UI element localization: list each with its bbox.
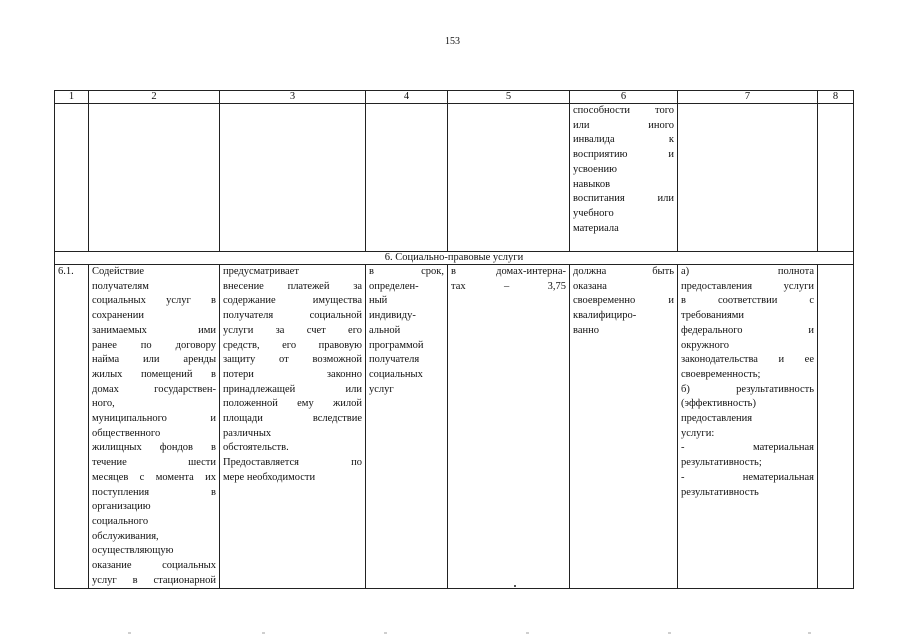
service-description-end: мере необходимости [223,471,316,483]
cont-cell-6-text: способности того или иного инвалида к восприятию и усвоению навыков воспитания или учебного материала [570,104,678,252]
row-number: 6.1. [55,265,89,589]
service-name: Содействие получателям социальных услуг в сохранении занимаемых ими ранее по договору найма или аренды жилых помещений в домах государствен- ного, муниципального и общественного жилищных фондов в течение шести месяцев с момента их поступления в организацию социального обслуживания, осуществляющую оказание социальных услуг в стационарной [92,266,216,586]
scan-mark [668,632,671,634]
service-conditions-cell [570,265,678,589]
section-title: 6. Социально-правовые услуги [55,252,854,265]
quality-indicators: а) полнота предоставления услуги в соответствии с требованиями федерального и окружного законодательства и ее своевременность; б) результативность (эффективность) предоставления услуги: - материальная результативность; - нематериальная результативность [681,266,814,498]
column-header-2: 2 [89,91,220,104]
cont-cell-1 [55,104,89,252]
column-header-4: 4 [366,91,448,104]
cont-cell-5 [448,104,570,252]
column-header-8: 8 [818,91,854,104]
column-header-5: 5 [448,91,570,104]
quality-indicators-cell [678,265,818,589]
table-row [55,265,854,589]
page-number: 153 [445,36,460,47]
scan-mark [262,632,265,634]
section-row [55,252,854,265]
bottom-scan-marks [0,628,905,640]
service-term-cell [366,265,448,589]
column-header-7: 7 [678,91,818,104]
service-norm-cell [448,265,570,589]
scan-speck [514,585,516,587]
cont-cell-3 [220,104,366,252]
cont-cell-8 [818,104,854,252]
cont-cell-4 [366,104,448,252]
service-description: предусматривает внесение платежей за содержание имущества получателя социальной услуги за счет его средств, его правовую защиту от возможной потери законно принадлежащей или положенной ему жилой площади вследствие различных обстоятельств. Предоставляется по [223,266,362,469]
continuation-row [55,104,854,252]
cont-cell-2 [89,104,220,252]
column-header-1: 1 [55,91,89,104]
service-norm: в домах-интерна- тах – 3,75 [451,266,566,292]
cont-cell-7 [678,104,818,252]
scan-mark [808,632,811,634]
services-table [54,90,854,589]
column-header-3: 3 [220,91,366,104]
extra-cell [818,265,854,589]
service-name-cell [89,265,220,589]
scan-mark [526,632,529,634]
column-header-6: 6 [570,91,678,104]
column-number-row [55,91,854,104]
service-term: в срок, определен- ный индивиду- альной программой получателя социальных услуг [369,266,444,395]
scan-mark [128,632,131,634]
service-description-cell [220,265,366,589]
scan-mark [384,632,387,634]
service-conditions: должна быть оказана своевременно и квалифициро- ванно [573,266,674,336]
